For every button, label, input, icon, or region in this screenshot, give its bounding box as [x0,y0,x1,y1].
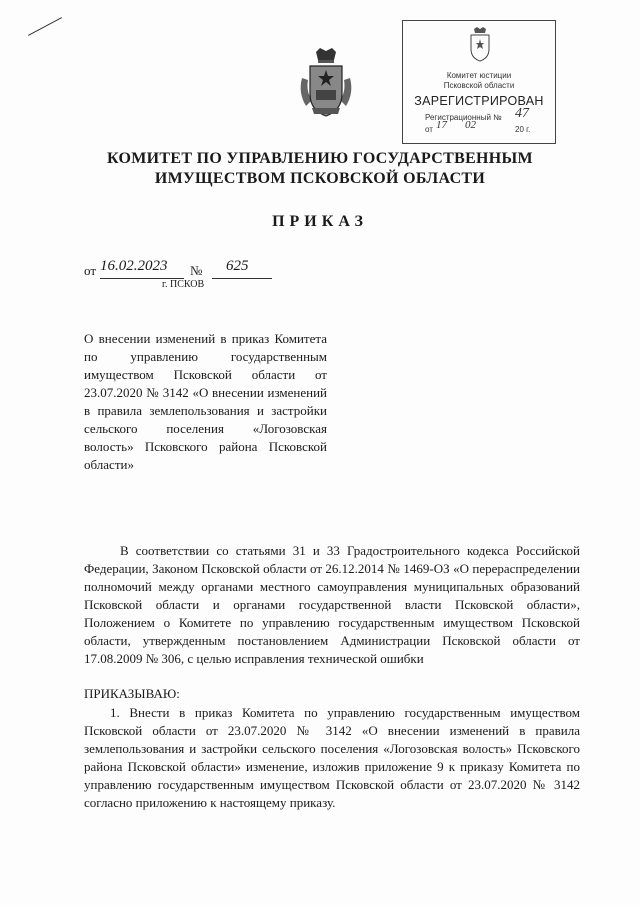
preamble-paragraph: В соответствии со статьями 31 и 33 Градостроительного кодекса Российской Федерации, Законом Псковской области от 26.12.2014 № 1469-ОЗ «О перераспределении полномочий между органами местного самоуправления муниципальных образований Псковской области и органами государственной власти Псковской области», Положением о Комитете по управлению государственным имуществом Псковской области, утвержденным постановлением Администрации Псковской области от 17.08.2009 № 306, с целью исправления технической ошибки [84,543,580,666]
committee-title-line2: ИМУЩЕСТВОМ ПСКОВСКОЙ ОБЛАСТИ [154,170,486,187]
registration-stamp [402,20,556,144]
coat-of-arms-icon [298,48,354,120]
order-word: ПРИКАЗЫВАЮ: [84,686,180,701]
stamp-reg-label: Регистрационный № [425,113,502,122]
handwritten-mark [28,17,62,36]
date-label: от [84,263,97,278]
number-value: 625 [226,258,249,274]
stamp-org-line1: Комитет юстиции [446,71,512,80]
stamp-date-day: 17 [436,119,447,131]
number-label: № [190,263,203,278]
stamp-reg-value: 47 [515,106,529,121]
stamp-org-line2: Псковской области [443,81,515,90]
stamp-date-year: 20 г. [515,125,531,134]
number-underline [212,278,272,279]
document-type: ПРИКАЗ [272,213,368,230]
date-value: 16.02.2023 [100,258,168,274]
order-subject: О внесении изменений в приказ Комитета по управлению государственным имуществом Псковской области от 23.07.2020 № 3142 «О внесении изменений в правила землепользования и застройки сельского поселения «Логозовская волость» Псковского района Псковской области» [84,331,327,472]
stamp-coat-of-arms-icon [465,27,495,63]
stamp-status: ЗАРЕГИСТРИРОВАН [414,94,544,108]
order-item-1: 1. Внести в приказ Комитета по управлению государственным имуществом Псковской области от 23.07.2020 № 3142 «О внесении изменений в правила землепользования и застройки сельского поселения «Логозовская волость» Псковского района Псковской области» изменение, изложив приложение 9 к приказу Комитета по управлению государственным имуществом Псковской области от 23.07.2020 № 3142 согласно приложению к настоящему приказу. [84,705,580,810]
committee-title-line1: КОМИТЕТ ПО УПРАВЛЕНИЮ ГОСУДАРСТВЕННЫМ [107,150,533,167]
stamp-date-label: от [425,125,433,134]
stamp-date-month: 02 [465,119,476,131]
city: г. ПСКОВ [162,279,205,290]
